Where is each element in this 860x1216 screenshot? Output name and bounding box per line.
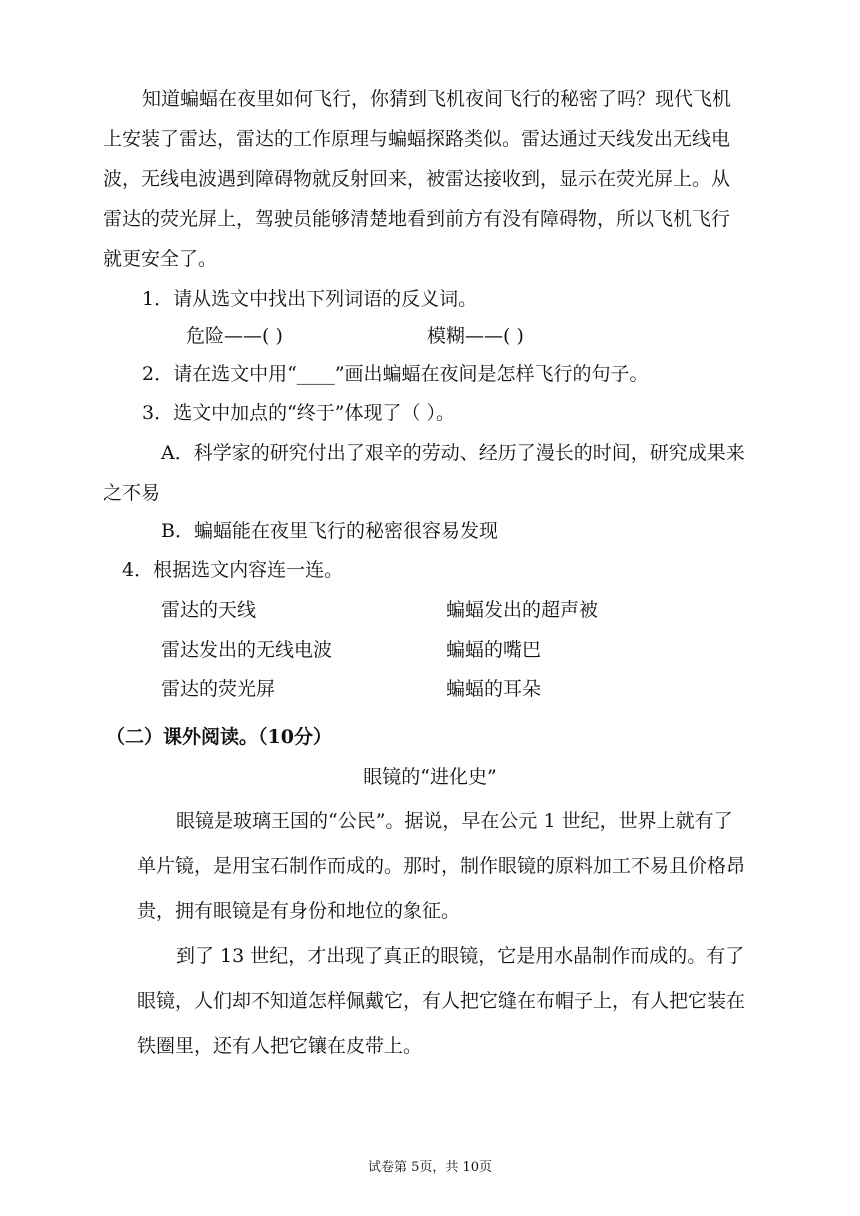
question-2: 2．请在选文中用“____”画出蝙蝠在夜间是怎样飞行的句子。 xyxy=(142,363,649,385)
article-title: 眼镜的“进化史” xyxy=(363,766,497,788)
option-a: A．科学家的研究付出了艰辛的劳动、经历了漫长的时间，研究成果来 xyxy=(161,442,745,464)
antonym-pair-1: 危险——( ) xyxy=(186,325,283,347)
match-left-item: 雷达发出的无线电波 xyxy=(161,639,333,661)
passage-line: 上安装了雷达，雷达的工作原理与蝙蝠探路类似。雷达通过天线发出无线电 xyxy=(103,128,731,150)
question-3: 3．选文中加点的“终于”体现了（ ）。 xyxy=(142,402,456,424)
page-footer: 试卷第 5页，共 10页 xyxy=(367,1160,493,1175)
question-1: 1．请从选文中找出下列词语的反义词。 xyxy=(142,288,478,310)
option-b: B．蝙蝠能在夜里飞行的秘密很容易发现 xyxy=(161,520,498,542)
passage-line: 知道蝙蝠在夜里如何飞行，你猜到飞机夜间飞行的秘密了吗？现代飞机 xyxy=(142,88,732,110)
passage-line: 波，无线电波遇到障碍物就反射回来，被雷达接收到，显示在荧光屏上。从 xyxy=(103,168,731,190)
question-4: 4．根据选文内容连一连。 xyxy=(122,559,344,581)
match-right-item: 蝙蝠发出的超声被 xyxy=(446,599,599,621)
section-heading: （二）课外阅读。（10分） xyxy=(106,726,332,748)
match-left-item: 雷达的荧光屏 xyxy=(161,678,276,700)
passage-line: 就更安全了。 xyxy=(103,248,218,270)
paragraph-line: 单片镜，是用宝石制作而成的。那时，制作眼镜的原料加工不易且价格昂 xyxy=(137,855,746,877)
match-right-item: 蝙蝠的耳朵 xyxy=(446,678,542,700)
passage-line: 雷达的荧光屏上，驾驶员能够清楚地看到前方有没有障碍物，所以飞机飞行 xyxy=(103,208,731,230)
option-a-continued: 之不易 xyxy=(103,482,161,504)
paragraph-line: 铁圈里，还有人把它镶在皮带上。 xyxy=(137,1035,423,1057)
paragraph-line: 贵，拥有眼镜是有身份和地位的象征。 xyxy=(137,900,461,922)
match-left-item: 雷达的天线 xyxy=(161,599,257,621)
paragraph-line: 眼镜，人们却不知道怎样佩戴它，有人把它缝在布帽子上，有人把它装在 xyxy=(137,990,746,1012)
antonym-pair-2: 模糊——( ) xyxy=(427,325,524,347)
paragraph-line: 到了 13 世纪，才出现了真正的眼镜，它是用水晶制作而成的。有了 xyxy=(176,945,745,967)
match-right-item: 蝙蝠的嘴巴 xyxy=(446,639,542,661)
paragraph-line: 眼镜是玻璃王国的“公民”。据说，早在公元 1 世纪，世界上就有了 xyxy=(176,810,733,832)
